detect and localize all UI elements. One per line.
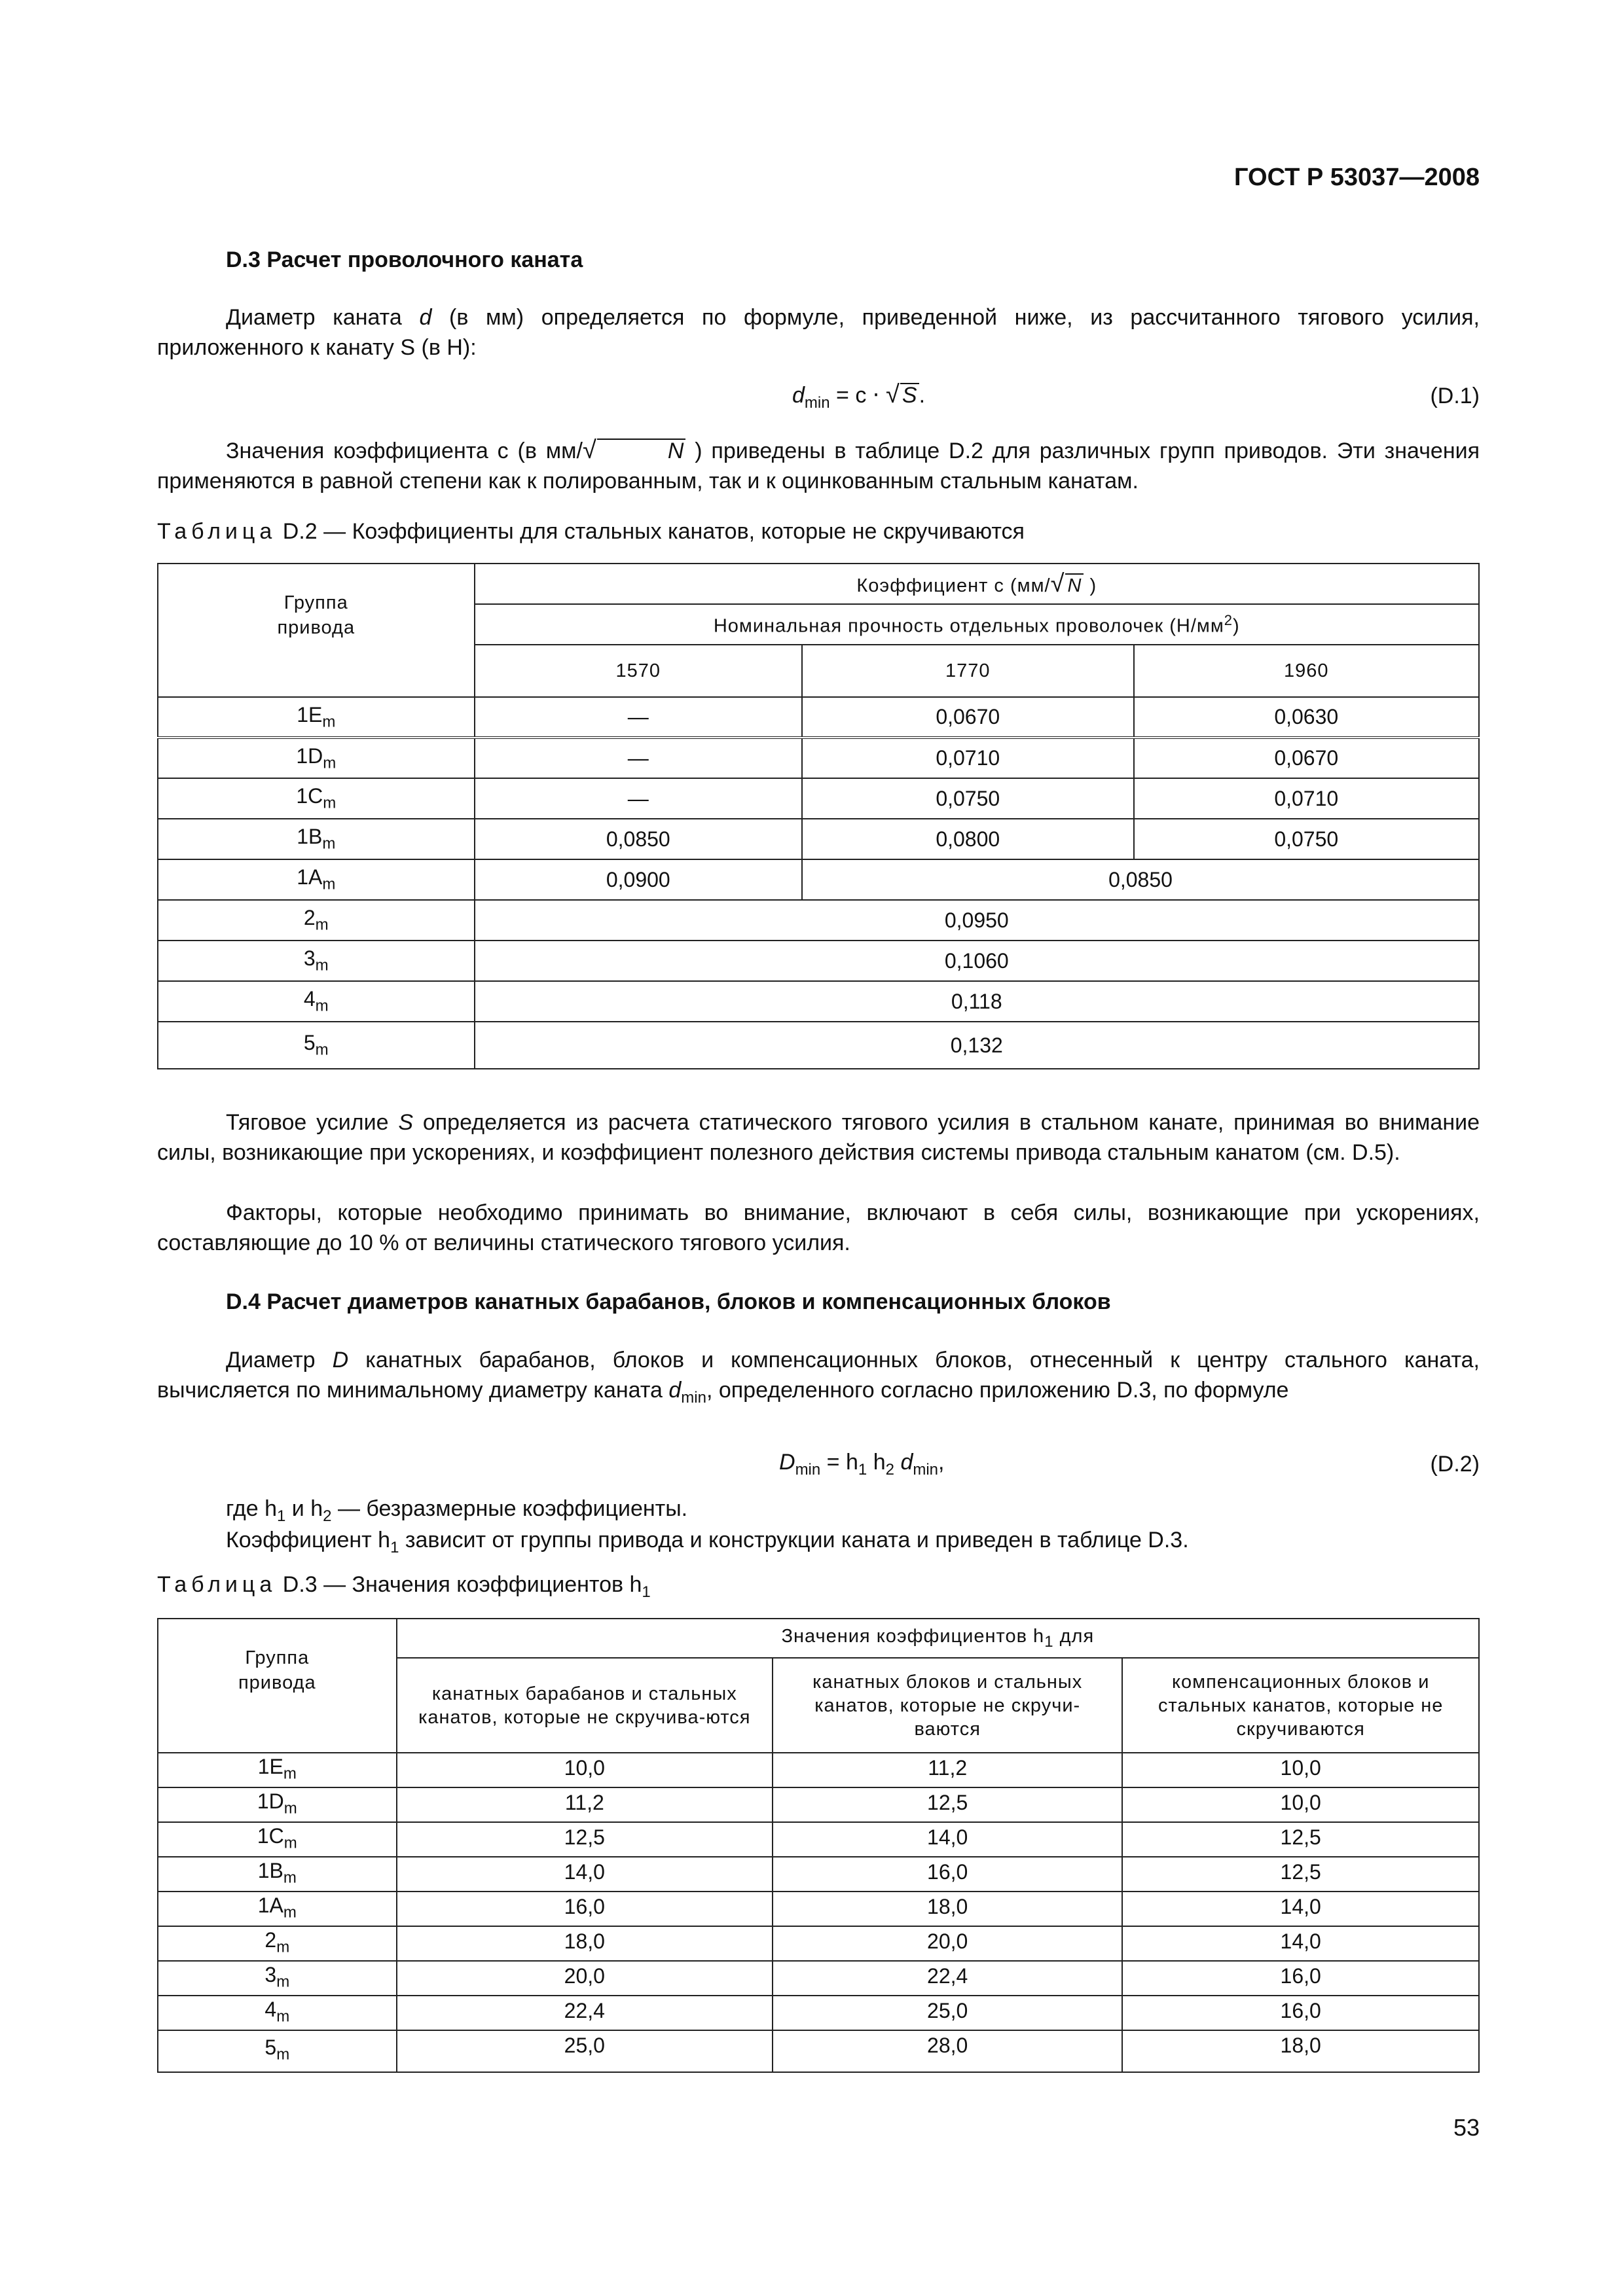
- section-d3-para1: Диаметр каната d (в мм) определяется по формуле, приведенной ниже, из рассчитанного тягового усилия, приложенного к канату S (в Н):: [157, 305, 1480, 360]
- table-row: [158, 1857, 1479, 1892]
- table-d3-value-cell: 14,0: [773, 1822, 1122, 1857]
- group-subscript: m: [322, 834, 336, 853]
- group-name: 3: [264, 1962, 277, 1986]
- table-d2-value-cell: 0,0900: [475, 859, 802, 900]
- group-name: 1C: [296, 784, 323, 808]
- group-subscript: m: [323, 794, 337, 812]
- group-cell: [158, 941, 475, 981]
- group-name: 1D: [296, 744, 323, 768]
- group-cell: [158, 2030, 397, 2072]
- group-cell: [158, 1892, 397, 1926]
- table-d3-value-cell: 12,5: [773, 1787, 1122, 1822]
- group-subscript: m: [315, 1041, 329, 1059]
- table-d2-value-cell: —: [475, 778, 802, 819]
- section-d4-heading: D.4 Расчет диаметров канатных барабанов, блоков и компенсационных блоков: [226, 1289, 1111, 1314]
- group-subscript: m: [322, 713, 336, 731]
- group-subscript: m: [283, 1799, 297, 1818]
- group-cell: [158, 819, 475, 859]
- group-subscript: m: [276, 1938, 290, 1956]
- group-name: 5: [303, 1031, 316, 1055]
- table-row: [158, 1022, 1479, 1069]
- group-cell: [158, 1926, 397, 1961]
- section-d3-heading: D.3 Расчет проволочного каната: [226, 247, 583, 272]
- equation-number-d2: (D.2): [1430, 1452, 1480, 1477]
- table-d2-value-cell: —: [475, 738, 802, 778]
- table-d3-value-cell: 22,4: [397, 1996, 773, 2030]
- table-row: [158, 1787, 1479, 1822]
- table-d2-value-cell: 0,0670: [1134, 738, 1480, 778]
- table-d3-value-cell: 16,0: [1122, 1996, 1479, 2030]
- table-row: [158, 819, 1479, 859]
- table-d3-value-cell: 25,0: [773, 1996, 1122, 2030]
- table-d3-value-cell: 20,0: [397, 1961, 773, 1996]
- section-d4-where: где $h_1$ и $h_2$ — безразмерные коэффициенты.: [226, 1496, 688, 1525]
- table-d3-value-cell: 25,0: [397, 2030, 773, 2072]
- group-name: 1B: [257, 1858, 283, 1882]
- group-name: 1D: [257, 1789, 284, 1813]
- table-row: [158, 1961, 1479, 1996]
- table-row: [158, 981, 1479, 1022]
- table-d2-strength-1: 1770: [802, 645, 1133, 697]
- table-d3-value-cell: 18,0: [1122, 2030, 1479, 2072]
- table-d3-value-cell: 14,0: [397, 1857, 773, 1892]
- table-d2-header-group: Группа привода: [158, 564, 475, 697]
- group-subscript: m: [322, 875, 336, 893]
- table-d3-caption-prefix: Таблица: [157, 1572, 277, 1597]
- group-subscript: m: [283, 1834, 297, 1852]
- group-name: 1E: [297, 702, 323, 726]
- table-d2-value-cell: 0,0670: [802, 697, 1133, 738]
- table-row: [158, 1822, 1479, 1857]
- table-d3-value-cell: 12,5: [1122, 1822, 1479, 1857]
- group-name: 1E: [257, 1754, 283, 1778]
- table-d3-value-cell: 10,0: [1122, 1753, 1479, 1787]
- group-name: 5: [264, 2036, 277, 2060]
- table-d2-value-cell: 0,0710: [1134, 778, 1480, 819]
- table-d3-subcol-0: канатных барабанов и стальных канатов, которые не скручива-ются: [397, 1658, 773, 1753]
- table-d3-value-cell: 12,5: [397, 1822, 773, 1857]
- group-cell: [158, 697, 475, 738]
- equation-number-d1: (D.1): [1430, 384, 1480, 408]
- table-d2: [157, 563, 1480, 1069]
- table-d2-value-cell: 0,0750: [1134, 819, 1480, 859]
- table-d2-value-cell: 0,0750: [802, 778, 1133, 819]
- table-row: [158, 1892, 1479, 1926]
- group-name: 1A: [297, 865, 323, 889]
- table-d3-header-values: Значения коэффициентов $h_1$ для: [397, 1619, 1479, 1658]
- group-subscript: m: [283, 1765, 297, 1783]
- section-d4-para2: Коэффициент $h_1$ зависит от группы привода и конструкции каната и приведен в таблице D.3.: [226, 1528, 1189, 1556]
- group-cell: [158, 738, 475, 778]
- table-d3-value-cell: 22,4: [773, 1961, 1122, 1996]
- table-d3-value-cell: 18,0: [397, 1926, 773, 1961]
- group-cell: [158, 1022, 475, 1069]
- table-row: [158, 859, 1479, 900]
- table-row: [158, 1926, 1479, 1961]
- formula-d2: $D_{min} = h_1$ $h_2$ $d_{min}$,: [779, 1450, 945, 1479]
- table-d2-value-cell: 0,0950: [475, 900, 1479, 941]
- document-code: ГОСТ Р 53037—2008: [1234, 164, 1480, 191]
- table-d3-value-cell: 10,0: [1122, 1787, 1479, 1822]
- table-d3-value-cell: 14,0: [1122, 1892, 1479, 1926]
- page-number: 53: [1453, 2114, 1480, 2141]
- group-subscript: m: [283, 1903, 297, 1922]
- table-d2-value-cell: 0,118: [475, 981, 1479, 1022]
- table-d2-value-cell: 0,0710: [802, 738, 1133, 778]
- group-subscript: m: [276, 2007, 290, 2026]
- table-d2-value-cell: 0,132: [475, 1022, 1479, 1069]
- table-row: [158, 2030, 1479, 2072]
- table-d2-value-cell: 0,0850: [475, 819, 802, 859]
- table-d2-strength-0: 1570: [475, 645, 802, 697]
- table-d2-value-cell: 0,0850: [802, 859, 1479, 900]
- group-cell: [158, 778, 475, 819]
- table-d2-value-cell: 0,1060: [475, 941, 1479, 981]
- table-d2-strength-2: 1960: [1134, 645, 1480, 697]
- table-d3-subcol-2: компенсационных блоков и стальных канатов, которые не скручиваются: [1122, 1658, 1479, 1753]
- group-cell: [158, 1822, 397, 1857]
- table-d3-value-cell: 16,0: [397, 1892, 773, 1926]
- table-d2-value-cell: —: [475, 697, 802, 738]
- group-cell: [158, 1753, 397, 1787]
- group-cell: [158, 900, 475, 941]
- group-cell: [158, 981, 475, 1022]
- table-d2-caption: [157, 519, 1025, 545]
- section-d3-para2: Значения коэффициента c (в мм/√ N ) приведены в таблице D.2 для различных групп приводов. Эти значения применяются в равной степени как к полированным, так и к оцинкованным стальным канатам.: [157, 437, 1480, 493]
- group-subscript: m: [315, 997, 329, 1015]
- group-subscript: m: [276, 2045, 290, 2064]
- group-name: 4: [264, 1997, 277, 2021]
- table-row: [158, 900, 1479, 941]
- table-row: [158, 697, 1479, 738]
- group-name: 2: [264, 1928, 277, 1952]
- group-subscript: m: [323, 754, 337, 772]
- table-d2-value-cell: 0,0630: [1134, 697, 1480, 738]
- group-subscript: m: [315, 916, 329, 934]
- table-d3-header-group: Группа привода: [158, 1619, 397, 1753]
- group-cell: [158, 859, 475, 900]
- after-d2-para1: Тяговое усилие S определяется из расчета статического тягового усилия в стальном канате, принимая во внимание силы, возникающие при ускорениях, и коэффициент полезного действия системы привода стальным канатом (см. D.5).: [157, 1110, 1480, 1165]
- table-d3-caption: Таблица D.3 — Значения коэффициентов $h_1$: [157, 1572, 651, 1601]
- group-name: 1C: [257, 1823, 284, 1848]
- table-d3-value-cell: 11,2: [397, 1787, 773, 1822]
- group-subscript: m: [283, 1869, 297, 1887]
- table-row: [158, 1753, 1479, 1787]
- table-row: [158, 1996, 1479, 2030]
- section-d4-para1: Диаметр D канатных барабанов, блоков и компенсационных блоков, отнесенный к центру стального каната, вычисляется по минимальному диаметру каната $d_{min}$, определенного согласно приложению D.3, по формуле: [157, 1348, 1480, 1407]
- table-d2-caption-rest: D.2 — Коэффициенты для стальных канатов, которые не скручиваются: [282, 519, 1025, 544]
- table-d3-value-cell: 18,0: [773, 1892, 1122, 1926]
- group-cell: [158, 1961, 397, 1996]
- table-row: [158, 941, 1479, 981]
- table-d2-header-strength: Номинальная прочность отдельных проволочек $(Н/мм^2)$: [475, 604, 1479, 645]
- group-cell: [158, 1857, 397, 1892]
- table-row: [158, 738, 1479, 778]
- table-d3-value-cell: 16,0: [1122, 1961, 1479, 1996]
- table-d3-value-cell: 16,0: [773, 1857, 1122, 1892]
- table-d3-value-cell: 20,0: [773, 1926, 1122, 1961]
- formula-d1: $d_{min} = c$ ⋅ √ S.: [792, 381, 926, 412]
- group-subscript: m: [315, 956, 329, 975]
- group-cell: [158, 1996, 397, 2030]
- group-name: 3: [303, 946, 316, 971]
- table-d3-value-cell: 14,0: [1122, 1926, 1479, 1961]
- group-name: 1A: [257, 1893, 283, 1917]
- table-d3-value-cell: 11,2: [773, 1753, 1122, 1787]
- group-name: 4: [303, 987, 316, 1011]
- table-d3-subcol-1: канатных блоков и стальных канатов, которые не скручи-ваются: [773, 1658, 1122, 1753]
- table-d2-header-coef: Коэффициент с (мм/√ N ): [475, 564, 1479, 604]
- table-row: [158, 778, 1479, 819]
- group-name: 2: [303, 906, 316, 930]
- table-d3: [157, 1618, 1480, 2073]
- after-d2-para2: Факторы, которые необходимо принимать во внимание, включают в себя силы, возникающие при ускорениях, составляющие до 10 % от величины статического тягового усилия.: [157, 1200, 1480, 1255]
- group-subscript: m: [276, 1973, 290, 1991]
- group-cell: [158, 1787, 397, 1822]
- table-d2-value-cell: 0,0800: [802, 819, 1133, 859]
- table-d3-value-cell: 28,0: [773, 2030, 1122, 2072]
- group-name: 1B: [297, 825, 323, 849]
- table-d2-caption-prefix: Таблица: [157, 519, 277, 544]
- table-d3-value-cell: 10,0: [397, 1753, 773, 1787]
- table-d3-value-cell: 12,5: [1122, 1857, 1479, 1892]
